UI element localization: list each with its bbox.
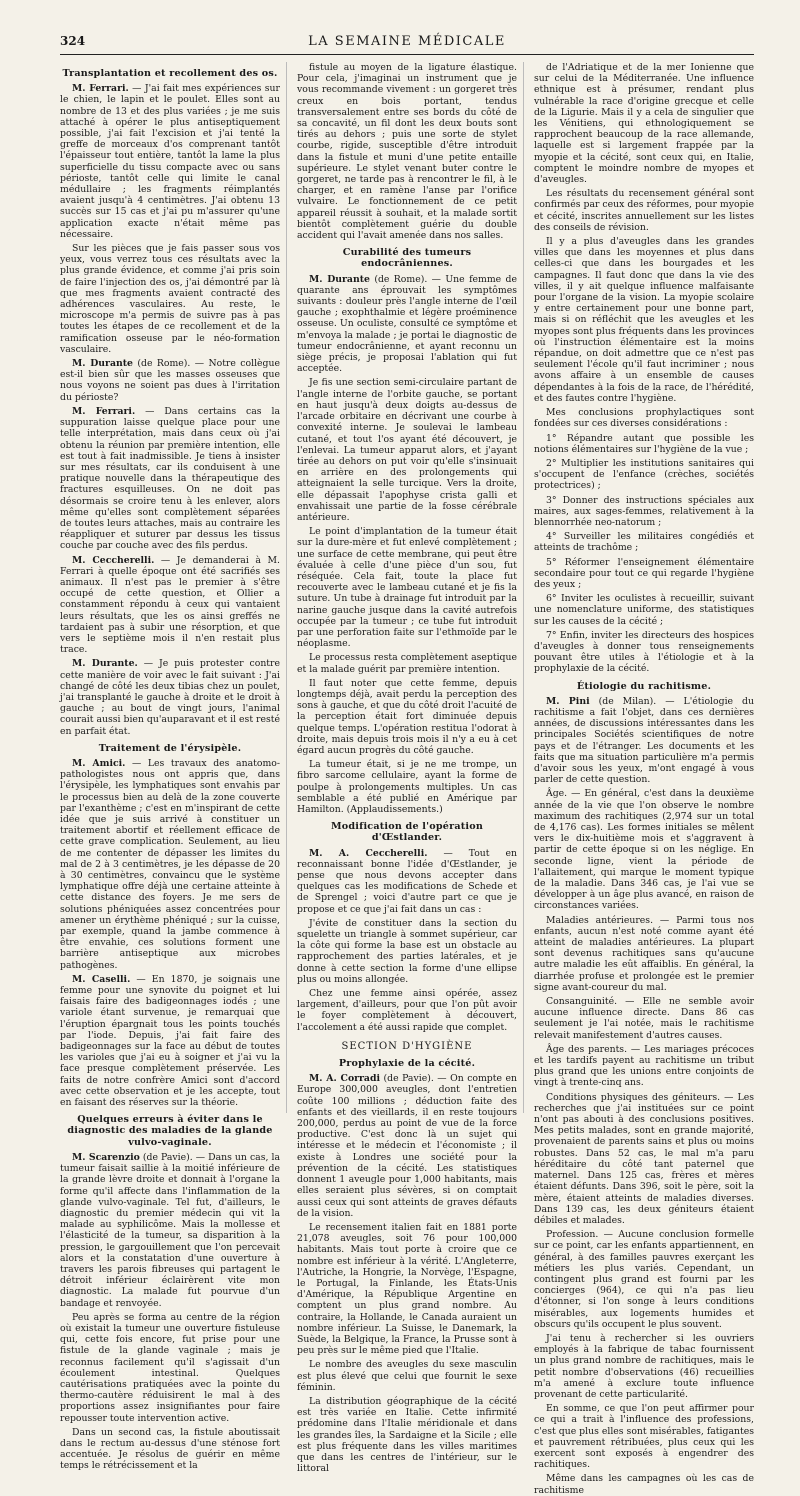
paragraph-text: Dans un second cas, la fistule aboutissait dans le rectum au-dessus d'une sténose fort accentuée. Je résolus de guérir en même temps le rétrécissement et la xyxy=(60,1426,280,1472)
speaker-name: M. Amici. xyxy=(72,757,126,769)
paragraph xyxy=(534,236,754,404)
paragraph-text: de l'Adriatique et de la mer Ionienne que sur celui de la Méditerranée. Une influence ethnique est à présumer, rendant plus vulnérable la race d'origine grecque et celle de la Ligurie. Mais il y a cela de singulier que les Vénitiens, qui ethnologiquement se rapprochent beaucoup de la race allemande, laquelle est si largement frappée par la myopie et la cécité, sont ceux qui, en Italie, comptent le moindre nombre de myopes et d'aveugles. xyxy=(534,62,754,186)
paragraph xyxy=(534,1229,754,1330)
paragraph-text: 6° Inviter les oculistes à recueillir, suivant une nomenclature uniforme, des statistiques sur les causes de la cécité ; xyxy=(534,593,754,627)
speaker-name: M. Caselli. xyxy=(72,973,131,985)
paragraph-text: Âge. — En général, c'est dans la deuxième année de la vie que l'on observe le nombre maximum des rachitiques (2,974 sur un total de 4,176 cas). Les formes initiales se mêlent vers le dix-huitième mois et s'aggravent à partir de cette époque si on les néglige. En seconde ligne, vient la période de l'allaitement, qui marque le moment typique de la maladie. Dans 346 cas, je l'ai vue se développer à un âge plus avancé, en raison de circonstances variées. xyxy=(534,788,754,912)
paragraph-text: Sur les pièces que je fais passer sous vos yeux, vous verrez tous ces résultats avec la plus grande évidence, et comme j'ai pris soin de faire l'injection des os, j'ai démontré par là que mes fragments avaient contracté des adhérences vasculaires. Au reste, le microscope m'a permis de suivre pas à pas toutes les étapes de ce recollement et de la ramification osseuse par le néo-formation vasculaire. xyxy=(60,243,280,355)
paragraph xyxy=(60,406,280,552)
paragraph-text: Âge des parents. — Les mariages précoces et les tardifs payent au rachitisme un tribut plus grand que les unions entre conjoints de vingt à trente-cinq ans. xyxy=(534,1043,754,1089)
paragraph-text: (de Milan). — L'étiologie du rachitisme a fait l'objet, dans ces dernières années, de discussions intéressantes dans les principales Sociétés scientifiques de notre pays et de l'étranger. Les documents et les faits que ma situation particulière m'a permis d'avoir sous les yeux, m'ont engagé à vous parler de cette question. xyxy=(534,695,754,786)
paragraph-text: Même dans les campagnes où les cas de rachitisme xyxy=(534,1473,754,1496)
paragraph xyxy=(534,630,754,675)
paragraph-text: — Je demanderai à M. Ferrari à quelle époque ont été sacrifiés ses animaux. Il n'est pas le premier à s'être occupé de cette question, et Ollier a constamment répondu à ceux qui vantaient leurs résultats, que les os ainsi greffés ne tardaient pas à subir une résorption, et que vers le septième mois il n'en restait plus trace. xyxy=(60,554,280,656)
paragraph-text: Mes conclusions prophylactiques sont fondées sur ces diverses considérations : xyxy=(534,407,754,430)
paragraph-text: Chez une femme ainsi opérée, assez largement, d'ailleurs, pour que l'on pût avoir le foyer complètement à découvert, l'accolement a été aussi rapide que complet. xyxy=(297,988,517,1033)
speaker-name: M. Ferrari. xyxy=(72,405,136,417)
paragraph xyxy=(534,458,754,492)
paragraph-text: — Je puis protester contre cette manière de voir avec le fait suivant : J'ai changé de côté les deux tibias chez un poulet, j'ai transplanté le gauche à droite et le droit à gauche ; au bout de vingt jours, l'animal courait aussi bien qu'auparavant et il est resté en parfait état. xyxy=(60,658,280,737)
paragraph xyxy=(297,678,517,756)
paragraph-text: 1° Répandre autant que possible les notions élémentaires sur l'hygiène de la vue ; xyxy=(534,432,754,455)
paragraph-text: (de Rome). — Notre collègue est-il bien sûr que les masses osseuses que nous voyons ne soient pas dues à l'irritation du périoste? xyxy=(60,358,280,403)
speaker-name: M. Durante xyxy=(72,358,133,370)
section-title: Quelques erreurs à éviter dans le diagnostic des maladies de la glande vulvo-vaginale. xyxy=(67,1114,273,1148)
paragraph xyxy=(534,531,754,553)
paragraph-text: Peu après se forma au centre de la région où existait la tumeur une ouverture fistuleuse qui, cette fois encore, fut prise pour une fistule de la glande vaginale ; mais je reconnus facilement qu'il s'agissait d'un écoulement intestinal. Quelques cautérisations pratiquées avec la pointe du thermo-cautère réduisirent le mal à des proportions assez insignifiantes pour faire repousser toute intervention active. xyxy=(60,1311,280,1424)
paragraph-text: (de Pavie). — On compte en Europe 300,000 aveugles, dont l'entretien coûte 100 millions ; déduction faite des enfants et des vieillards, il en reste toujours 200,000, perdus au point de vue de la force productive. C'est donc là un sujet qui intéresse et le médecin et l'économiste ; il existe à Londres une société pour la prévention de la cécité. Les statistiques donnent 1 aveugle pour 1,000 habitants, mais elles seraient plus sévères, si on comptait aussi ceux qui sont atteints de graves défauts de la vision. xyxy=(297,1073,517,1219)
paragraph xyxy=(297,759,517,815)
paragraph-text: Consanguinité. — Elle ne semble avoir aucune influence directe. Dans 86 cas seulement je l'ai notée, mais le rachitisme relevait manifestement d'autres causes. xyxy=(534,996,754,1041)
paragraph-text: (de Rome). — Une femme de quarante ans éprouvait les symptômes suivants : douleur près l'angle interne de l'œil gauche ; exophthalmie et légère proéminence osseuse. Un oculiste, consulté ce symptôme et m'envoya la malade ; je portai le diagnostic de tumeur endocrânienne, et ayant reconnu un siège précis, je proposai l'ablation qui fut acceptée. xyxy=(297,273,517,375)
speaker-name: M. A. Ceccherelli. xyxy=(309,847,428,859)
paragraph-text: J'ai tenu à rechercher si les ouvriers employés à la fabrique de tabac fournissent un plus grand nombre de rachitiques, mais le petit nombre d'observations (46) recueillies m'a amené à exclure toute influence provenant de cette particularité. xyxy=(534,1332,754,1400)
paragraph-text: La tumeur était, si je ne me trompe, un fibro sarcome cellulaire, ayant la forme de poulpe à prolongements multiples. Un cas semblable a été publié en Amérique par Hamilton. (Applaudissements.) xyxy=(297,759,517,815)
paragraph-text: Conditions physiques des géniteurs. — Les recherches que j'ai instituées sur ce point n'ont pas abouti à des conclusions positives. Mes petits malades, sont en grande majorité, provenaient de parents sains et plus ou moins robustes. Dans 52 cas, le mal m'a paru héréditaire du côté tant paternel que maternel. Dans 125 cas, frères et mères étaient défunts. Dans 396, soit le père, soit la mère, étaient atteints de maladies diverses. Dans 139 cas, les deux géniteurs étaient débiles et malades. xyxy=(534,1091,754,1226)
speaker-name: M. Pini xyxy=(546,695,590,707)
paragraph-text: 4° Surveiller les militaires congédiés et atteints de trachôme ; xyxy=(534,531,754,554)
paragraph-text: 3° Donner des instructions spéciales aux maires, aux sages-femmes, relativement à la blennorrhée neo-natorum ; xyxy=(534,494,754,528)
paragraph xyxy=(60,658,280,736)
paragraph xyxy=(534,1333,754,1400)
page-header xyxy=(60,32,754,55)
page-number: 324 xyxy=(60,34,86,48)
paragraph-text: — Tout en reconnaissant bonne l'idée d'Œstlander, je pense que nous devons accepter dans quelques cas les modifications de Schede et de Sprengel ; voici d'autre part ce que je propose et ce que j'ai fait dans un cas : xyxy=(297,847,517,915)
paragraph-text: En somme, ce que l'on peut affirmer pour ce qui a trait à l'influence des professions, c'est que plus elles sont misérables, fatigantes et pauvrement rétribuées, plus ceux qui les exercent sont exposés à engendrer des rachitiques. xyxy=(534,1403,754,1471)
speaker-name: M. Durante xyxy=(309,273,370,285)
paragraph-text: — En 1870, je soignais une femme pour une synovite du poignet et lui faisais faire des badigeonnages iodés ; une variole étant survenue, je remarquai que l'éruption épargnait tous les points touchés par l'iode. Depuis, j'ai fait faire des badigeonnages sur la face au début de toutes les varioles que j'ai eu à soigner et j'ai vu la face presque complètement préservée. Les faits de notre confrère Amici sont d'accord avec cette observation et je les accepte, tout en faisant des réserves sur la théorie. xyxy=(60,973,280,1109)
paragraph xyxy=(534,996,754,1041)
paragraph xyxy=(534,557,754,591)
text-column-1 xyxy=(60,62,287,1472)
paragraph xyxy=(297,377,517,523)
paragraph xyxy=(297,848,517,915)
paragraph xyxy=(297,1073,517,1219)
speaker-name: M. Ferrari. xyxy=(72,83,129,95)
paragraph xyxy=(60,243,280,355)
paragraph-text: 2° Multiplier les institutions sanitaires qui s'occupent de l'enfance (crèches, sociétés protectrices) ; xyxy=(534,457,754,492)
paragraph-text: — Dans certains cas la suppuration laisse quelque place pour une telle interprétation, mais dans ceux où j'ai obtenu la réunion par première intention, elle est tout à fait inadmissible. Je tiens à insister sur mes résultats, car ils conduisent à une pratique nouvelle dans la thérapeutique des fractures esquilleuses. On ne doit pas désormais se croire tenu à les enlever, alors même qu'elles sont complètement séparées de toutes leurs attaches, mais au contraire les réappliquer et suturer par dessus les tissus couche par couche avec des fils perdus. xyxy=(60,405,280,552)
paragraph-text: (de Pavie). — Dans un cas, la tumeur faisait saillie à la moitié inférieure de la grande lèvre droite et donnait à l'organe la forme qu'il affecte dans l'inflammation de la glande vulvo-vaginale. Tel fut, d'ailleurs, le diagnostic du premier médecin qui vit la malade au syphilicôme. Mais la mollesse et l'élasticité de la tumeur, sa disparition à la pression, le gargouillement que l'on percevait alors et la constatation d'une ouverture à travers les parois fibreuses qui partagent le détroit inférieur éclairèrent vite mon diagnostic. La malade fut pourvue d'un bandage et renvoyée. xyxy=(60,1151,280,1309)
paragraph xyxy=(297,652,517,674)
paragraph xyxy=(534,696,754,786)
paragraph xyxy=(534,1092,754,1226)
paragraph-text: Il faut noter que cette femme, depuis longtemps déjà, avait perdu la perception des sons à gauche, et que du côté droit l'acuité de la perception était fort diminuée depuis quelque temps. L'opération restitua l'odorat à droite, mais depuis trois mois il n'y a eu à cet égard aucun progrès du côté gauche. xyxy=(297,677,517,756)
section-title: Curabilité des tumeurs endocrâniennes. xyxy=(342,247,472,270)
paragraph xyxy=(60,555,280,656)
paragraph xyxy=(297,918,517,985)
paragraph-text: Il y a plus d'aveugles dans les grandes villes que dans les moyennes et plus dans celles-ci que dans les bourgades et les campagnes. Il faut donc que dans la vie des villes, il y ait quelque influence malfaisante pour l'organe de la vision. La myopie scolaire y entre certainement pour une bonne part, mais si on réfléchit que les aveugles et les myopes sont plus fréquents dans les provinces où l'instruction élémentaire est la moins répandue, on doit admettre que ce n'est pas seulement l'école qu'il faut incriminer ; nous avons affaire à un ensemble de causes dépendantes à la fois de la race, de l'hérédité, et des fautes contre l'hygiène. xyxy=(534,236,754,404)
speaker-name: M. A. Corradi xyxy=(309,1073,380,1085)
paragraph xyxy=(534,1473,754,1495)
paragraph xyxy=(60,1427,280,1472)
section-title: Transplantation et recollement des os. xyxy=(62,68,278,79)
paragraph xyxy=(297,62,517,241)
paragraph-text: — Les travaux des anatomo-pathologistes nous ont appris que, dans l'érysipèle, les lymphatiques sont envahis par le processus bien au delà de la zone couverte par l'exanthème ; c'est en m'inspirant de cette idée que je suis arrivé à constituer un traitement abortif et réellement efficace de cette grave complication. Seulement, au lieu de me contenter de dépasser les limites du mal de 2 à 3 centimètres, je les dépasse de 20 à 30 centimètres, convaincu que le système lymphatique offre déjà une certaine atteinte à cette distance des foyers. Je me sers de solutions phéniquées assez concentrées pour amener un érythème phéniqué ; sur la cuisse, par exemple, quand la jambe commence à être envahie, ces solutions forment une barrière antiseptique aux microbes pathogènes. xyxy=(60,757,280,971)
paragraph xyxy=(534,788,754,911)
running-title: LA SEMAINE MÉDICALE xyxy=(308,34,506,49)
paragraph-text: fistule au moyen de la ligature élastique. Pour cela, j'imaginai un instrument que je vous recommande vivement : un gorgeret très creux en bois portant, tendus transversalement entre ses bords du côté de sa concavité, un fil dont les deux bouts sont tirés au dehors ; puis une sorte de stylet courbe, rigide, susceptible d'être introduit dans la fistule et muni d'une petite entaille supérieure. Le stylet venant buter contre le gorgeret, ne tarde pas à rencontrer le fil, à le charger, et en ramène l'anse par l'orifice vulvaire. Le fonctionnement de ce petit appareil réussit à souhait, et la malade sortit bientôt complètement guérie du double accident qui l'avait amenée dans nos salles. xyxy=(297,62,517,242)
paragraph xyxy=(297,1359,517,1393)
paragraph-text: La distribution géographique de la cécité est très variée en Italie. Cette infirmité prédomine dans l'Italie méridionale et dans les grandes îles, la Sardaigne et la Sicile ; elle est plus fréquente dans les villes maritimes que dans les centres de l'intérieur, sur le littoral xyxy=(297,1395,517,1475)
paragraph xyxy=(60,83,280,240)
section-title: Traitement de l'érysipèle. xyxy=(98,742,242,754)
paragraph-text: — J'ai fait mes expériences sur le chien, le lapin et le poulet. Elles sont au nombre de 13 et des plus variées ; je me suis attaché à opérer le plus antiseptiquement possible, j'ai fait l'excision et j'ai tenté la greffe de morceaux d'os comprenant tantôt l'épaisseur tout entière, tantôt la lame la plus superficielle du tissu compacte avec ou sans périoste, tantôt celle qui limite le canal médullaire ; les fragments réimplantés avaient jusqu'à 4 centimètres. J'ai obtenu 13 succès sur 15 cas et j'ai pu m'assurer qu'une application exacte n'était même pas nécessaire. xyxy=(60,83,280,240)
text-columns xyxy=(60,62,754,1496)
paragraph xyxy=(534,495,754,529)
text-column-2 xyxy=(297,62,524,1475)
section-title: Modification de l'opération d'Œstlander. xyxy=(330,821,484,844)
paragraph xyxy=(534,1044,754,1089)
section-title: SECTION D'HYGIÈNE xyxy=(341,1040,473,1052)
paragraph xyxy=(297,988,517,1033)
paragraph-text: 5° Réformer l'enseignement élémentaire secondaire pour tout ce qui regarde l'hygiène des yeux ; xyxy=(534,556,754,590)
paragraph xyxy=(534,915,754,993)
section-title: Étiologie du rachitisme. xyxy=(576,680,712,692)
paragraph xyxy=(534,593,754,627)
speaker-name: M. Scarenzio xyxy=(72,1151,140,1163)
paragraph xyxy=(297,1396,517,1474)
speaker-name: M. Durante. xyxy=(72,658,138,670)
paragraph-text: Le point d'implantation de la tumeur était sur la dure-mère et fut enlevé complètement ; une surface de cette membrane, qui peut être évaluée à celle d'une pièce d'un sou, fut réséquée. Cela fait, toute la place fut recouverte avec le lambeau cutané et je fis la suture. Un tube à drainage fut introduit par la narine gauche jusque dans la cavité autrefois occupée par la tumeur ; ce tube fut introduit par une perforation faite sur l'ethmoïde par le néoplasme. xyxy=(297,526,517,650)
paragraph-text: Je fis une section semi-circulaire partant de l'angle interne de l'orbite gauche, se portant en haut jusqu'à deux doigts au-dessus de l'arcade orbitaire en décrivant une courbe à convexité interne. Je soulevai le lambeau cutané, et tout l'os ayant été découvert, je l'enlevai. La tumeur apparut alors, et j'ayant tirée au dehors on put voir qu'elle s'insinuait en arrière en des prolongements qui atteignaient la selle turcique. Vers la droite, elle dépassait l'apophyse crista galli et envahissait une partie de la fosse cérébrale antérieure. xyxy=(297,377,517,523)
paragraph xyxy=(60,1312,280,1424)
paragraph xyxy=(534,62,754,185)
paragraph-text: Le nombre des aveugles du sexe masculin est plus élevé que celui que fournit le sexe féminin. xyxy=(297,1359,517,1393)
paragraph-text: Maladies antérieures. — Parmi tous nos enfants, aucun n'est noté comme ayant été atteint de maladies antérieures. La plupart sont devenus rachitiques sans qu'aucune autre maladie les eût affaiblis. En général, la diarrhée profuse et prolongée est le premier signe avant-coureur du mal. xyxy=(534,914,754,993)
text-column-3 xyxy=(534,62,754,1496)
paragraph xyxy=(534,433,754,455)
paragraph xyxy=(297,526,517,649)
paragraph-text: Les résultats du recensement général sont confirmés par ceux des réformes, pour myopie et cécité, inscrites annuellement sur les listes des conseils de révision. xyxy=(534,188,754,233)
paragraph xyxy=(534,407,754,429)
paragraph xyxy=(60,358,280,403)
paragraph xyxy=(297,1222,517,1356)
paragraph xyxy=(60,1152,280,1309)
paragraph-text: J'évite de constituer dans la section du squelette un triangle à sommet supérieur, car la côte qui forme la base est un obstacle au rapprochement des parties latérales, et je donne à cette section la forme d'une ellipse plus ou moins allongée. xyxy=(297,917,517,985)
paragraph xyxy=(60,758,280,971)
paragraph-text: Profession. — Aucune conclusion formelle sur ce point, car les enfants appartiennent, en général, à des familles pauvres exerçant les métiers les plus variés. Cependant, un contingent plus grand est fourni par les concierges (964), ce qui n'a pas lieu d'étonner, si l'on songe à leurs conditions misérables, aux logements humides et obscurs qu'ils occupent le plus souvent. xyxy=(534,1229,754,1330)
paragraph xyxy=(297,274,517,375)
paragraph xyxy=(534,188,754,233)
paragraph-text: Le recensement italien fait en 1881 porte 21,078 aveugles, soit 76 pour 100,000 habitants. Mais tout porte à croire que ce nombre est inférieur à la vérité. L'Angleterre, l'Autriche, la Hongrie, la Norvège, l'Espagne, le Portugal, la Finlande, les États-Unis d'Amérique, la République Argentine en comptent un plus grand nombre. Au contraire, la Hollande, le Canada auraient un nombre inférieur. La Suisse, le Danemark, la Suède, la Belgique, la France, la Prusse sont à peu près sur le même pied que l'Italie. xyxy=(297,1221,517,1357)
paragraph-text: Le processus resta complètement aseptique et la malade guérit par première intention. xyxy=(297,652,517,675)
paragraph-text: 7° Enfin, inviter les directeurs des hospices d'aveugles à donner tous renseignements pouvant être utiles à l'étiologie et à la prophylaxie de la cécité. xyxy=(534,629,754,675)
section-title: Prophylaxie de la cécité. xyxy=(338,1058,476,1070)
speaker-name: M. Ceccherelli. xyxy=(72,554,155,566)
paragraph xyxy=(534,1403,754,1470)
paragraph xyxy=(60,974,280,1108)
